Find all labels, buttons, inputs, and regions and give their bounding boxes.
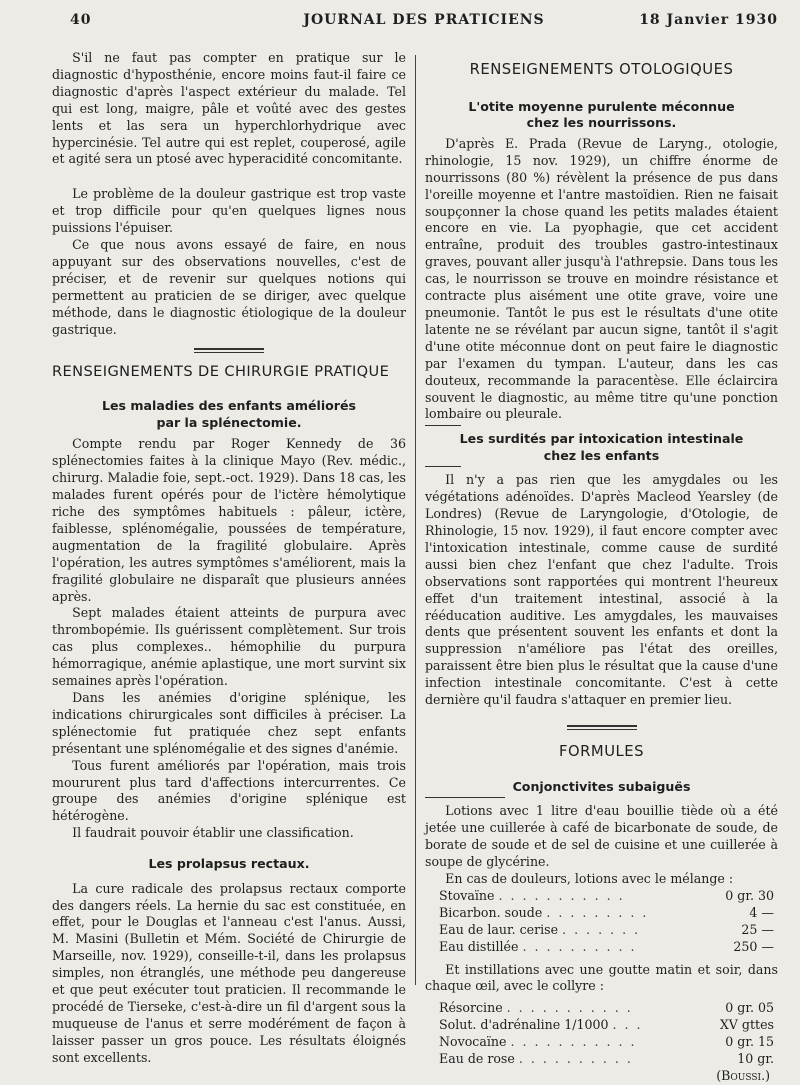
section-title-chirurgie: RENSEIGNEMENTS DE CHIRURGIE PRATIQUE (52, 362, 390, 380)
table-row: Eau de laur. cerise . . . . . . . 25 — (425, 922, 778, 939)
formula-mix-intro: En cas de douleurs, lotions avec le mélange : (445, 871, 734, 887)
ingredient-quantity: 10 gr. (737, 1051, 774, 1067)
column-divider (415, 55, 416, 985)
issue-date: 18 Janvier 1930 (639, 12, 778, 28)
ingredient-quantity: 250 — (733, 938, 774, 954)
ingredient-name: Solut. d'adrénaline 1/1000 (439, 1017, 609, 1033)
paragraph: Tous furent améliorés par l'opération, mais trois moururent plus tard d'affections intercurrentes. Ce groupe des anémies d'origine splénique est hétérogène. (52, 757, 406, 824)
paragraph: Il faudrait pouvoir établir une classification. (72, 825, 354, 841)
article-title-line: Les surdités par intoxication intestinale (459, 431, 744, 447)
page-number: 40 (70, 12, 92, 28)
paragraph: Dans les anémies d'origine splénique, les indications chirurgicales sont difficiles à préciser. La splénectomie fut pratiquée chez sept enfants présentant une splénomégalie et des signes d'anémie. (52, 690, 406, 756)
formula-collyre-intro: Et instillations avec une goutte matin et soir, dans chaque œil, avec le collyre : (425, 961, 778, 994)
ingredient-quantity: 0 gr. 05 (725, 1000, 774, 1016)
formula-intro: Lotions avec 1 litre d'eau bouillie tiède où a été jetée une cuillerée à café de bicarbonate de soude, de borate de soude et de sel de cuisine et une cuillerée à soupe de glycérine. (425, 803, 778, 870)
section-title-formules: FORMULES (558, 743, 645, 760)
table-row: Résorcine . . . . . . . . . . . 0 gr. 05 (425, 1000, 778, 1017)
paragraph: Ce que nous avons essayé de faire, en nous appuyant sur des observations nouvelles, c'est de préciser, et de revenir sur quelques notions qui permettent au praticien de se diriger, avec quelque méthode, dans le diagnostic étiologique de la douleur gastrique. (52, 237, 406, 337)
ingredient-name: Eau distillée (439, 938, 519, 954)
article-title-line: chez les nourrissons. (526, 115, 677, 131)
paragraph: D'après E. Prada (Revue de Laryng., otologie, rhinologie, 15 nov. 1929), un chiffre énorme de nourrissons (80 %) révèlent la présence de pus dans l'oreille moyenne et l'antre mastoïdien. Rien ne faisait soupçonner la chose quand les petits malades étaient encore en vie. La pyophagie, que cet accident entraîne, produit des troubles gastro-intestinaux graves, pouvant aller jusqu'à l'athrepsie. Dans tous les cas, le nourrisson se trouve en moindre résistance et contracte plus aisément une otite grave, voire une pneumonie. Tantôt le pus est le résultats d'une otite latente ne se révélant par aucun signe, tantôt il s'agit d'une otite méconnue dont on peut faire le diagnostic par l'examen du tympan. L'auteur, dans les cas douteux, recommande la paracentèse. Elle éclaircira souvent le diagnostic, au même titre qu'une ponction lombaire ou pleurale. (425, 135, 778, 422)
paragraph: Le problème de la douleur gastrique est trop vaste et trop difficile pour qu'en quelques lignes nous puissions l'épuiser. (52, 186, 406, 236)
formula-title: Conjonctivites subaiguës (512, 778, 691, 794)
ingredient-name: Eau de rose (439, 1051, 515, 1067)
ingredient-quantity: 4 — (749, 904, 774, 920)
article-title-line: Les maladies des enfants améliorés (101, 398, 357, 414)
article-title (425, 99, 778, 132)
ingredient-name: Novocaïne (439, 1034, 507, 1050)
ingredient-quantity: 0 gr. 15 (725, 1034, 774, 1050)
table-row: Eau distillée . . . . . . . . . . 250 — (425, 939, 778, 956)
ingredient-quantity: XV gttes (719, 1017, 774, 1033)
mix-table (425, 888, 778, 956)
section-title-otologie: RENSEIGNEMENTS OTOLOGIQUES (469, 61, 734, 78)
paragraph: La cure radicale des prolapsus rectaux comporte des dangers réels. La hernie du sac est constituée, en effet, pour le Douglas et l'anneau c'est l'anus. Aussi, M. Masini (Bulletin et Mém. Société de Chirurgie de Marseille, nov. 1929), conseille-t-il, dans les prolapsus simples, non étranglés, une méthode peu dangereuse et que peut exécuter tout praticien. Il recommande le procédé de Tierseke, c'est-à-dire un fil d'argent sous la muqueuse de l'anus et serre modérément de façon à laisser passer un gros pouce. Les résultats éloignés sont excellents. (52, 880, 406, 1065)
short-rule (425, 466, 461, 468)
article-title (52, 398, 406, 431)
paragraph: S'il ne faut pas compter en pratique sur le diagnostic d'hyposthénie, encore moins faut-il faire ce diagnostic d'après l'aspect extérieur du malade. Tel qui est long, maigre, pâle et voûté avec des gestes lents et las sera un hyperchlorhydrique avec hypercinésie. Tel autre qui est replet, couperosé, agile et agité sera un ptosé avec hyperacidité concomitante. (52, 50, 406, 167)
table-row: Stovaïne . . . . . . . . . . . 0 gr. 30 (425, 888, 778, 905)
author-signature: (Boussi.) (716, 1068, 770, 1083)
article-title-line: chez les enfants (543, 447, 660, 463)
article-title: Les prolapsus rectaux. (148, 856, 310, 872)
journal-title: JOURNAL DES PRATICIENS (303, 12, 545, 28)
article-title (425, 431, 778, 464)
ingredient-name: Eau de laur. cerise (439, 921, 559, 937)
left-column (52, 50, 406, 1067)
table-row: Solut. d'adrénaline 1/1000 . . . XV gttes (425, 1017, 778, 1034)
table-row: Bicarbon. soude . . . . . . . . . 4 — (425, 905, 778, 922)
right-column (425, 50, 778, 1085)
paragraph: Compte rendu par Roger Kennedy de 36 splénectomies faites à la clinique Mayo (Rev. médic., chirurg. Maladie foie, sept.-oct. 1929). Dans 18 cas, les malades furent opérés pour de l'ictère hémolytique riche des symptômes habituels : pâleur, ictère, faiblesse, splénomégalie, poussées de température, augmentation de la fragilité globulaire. Après l'opération, les autres symptômes s'améliorent, mais la fragilité globulaire ne disparaît que plusieurs années après. (52, 436, 406, 604)
ingredient-name: Stovaïne (439, 887, 495, 903)
table-row: Eau de rose . . . . . . . . . . 10 gr. (425, 1051, 778, 1068)
collyre-table (425, 1000, 778, 1068)
ingredient-name: Résorcine (439, 1000, 503, 1016)
ingredient-quantity: 25 — (741, 921, 774, 937)
table-row: Novocaïne . . . . . . . . . . . 0 gr. 15 (425, 1034, 778, 1051)
short-rule (425, 425, 461, 427)
article-title-line: L'otite moyenne purulente méconnue (468, 98, 735, 114)
article-title-line: par la splénectomie. (156, 414, 302, 430)
ingredient-name: Bicarbon. soude (439, 904, 543, 920)
running-head (70, 12, 778, 34)
short-rule (425, 797, 505, 799)
paragraph: Sept malades étaient atteints de purpura avec thrombopémie. Ils guérissent complètement. Sur trois cas plus complexes.. hémophilie du purpura hémorragique, anémie aplastique, une mort survint six semaines après l'opération. (52, 605, 406, 689)
paragraph: Il n'y a pas rien que les amygdales ou les végétations adénoïdes. D'après Macleod Yearsley (de Londres) (Revue de Laryngologie, d'Otologie, de Rhinologie, 15 nov. 1929), il faut encore compter avec l'intoxication intestinale, comme cause de surdité aussi bien chez l'enfant que chez l'adulte. Trois observations sont rapportées qui montrent l'heureux effet d'un traitement intestinal, associé à la rééducation auditive. Les amygdales, les mauvaises dents que présentent souvent les enfants et dont la suppression n'améliore pas l'état des oreilles, paraissent être bien plus le résultat que la cause d'une infection intestinale concomitante. C'est à cette dernière qu'il faudra s'attaquer en premier lieu. (425, 472, 778, 708)
ingredient-quantity: 0 gr. 30 (725, 887, 774, 903)
